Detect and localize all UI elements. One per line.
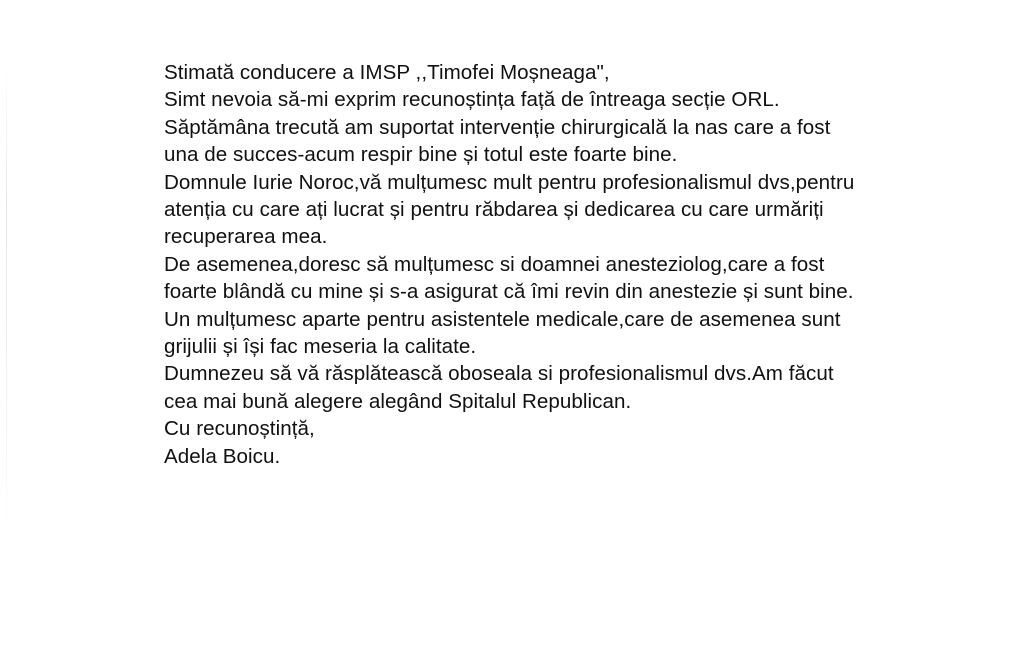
letter-line: foarte blândă cu mine și s-a asigurat că îmi revin din anestezie și sunt bine. — [164, 280, 854, 304]
letter-line: recuperarea mea. — [164, 225, 328, 249]
letter-line: De asemenea,doresc să mulțumesc si doamnei anesteziolog,care a fost — [164, 252, 825, 276]
letter-line: una de succes-acum respir bine și totul este foarte bine. — [164, 143, 678, 167]
scan-edge-shadow — [6, 60, 7, 540]
signature-name: Adela Boicu. — [164, 444, 281, 468]
letter-line: Dumnezeu să vă răsplătească oboseala si profesionalismul dvs.Am făcut — [164, 362, 834, 386]
letter-line: Un mulțumesc aparte pentru asistentele medicale,care de asemenea sunt — [164, 307, 841, 331]
letter-line: grijulii și își fac meseria la calitate. — [164, 335, 477, 359]
letter-line: atenția cu care ați lucrat și pentru răbdarea și dedicarea cu care urmăriți — [164, 198, 824, 222]
letter-line: Săptămâna trecută am suportat intervenție chirurgicală la nas care a fost — [164, 115, 831, 139]
closing-line: Cu recunoștință, — [164, 417, 315, 441]
greeting-line: Stimată conducere a IMSP ,,Timofei Moșneaga", — [164, 61, 610, 84]
letter-line: Domnule Iurie Noroc,vă mulțumesc mult pentru profesionalismul dvs,pentru — [164, 170, 855, 194]
letter-line: Simt nevoia să-mi exprim recunoștința față de întreaga secție ORL. — [164, 88, 780, 112]
letter-body — [164, 59, 994, 470]
letter-line: cea mai bună alegere alegând Spitalul Republican. — [164, 389, 632, 413]
